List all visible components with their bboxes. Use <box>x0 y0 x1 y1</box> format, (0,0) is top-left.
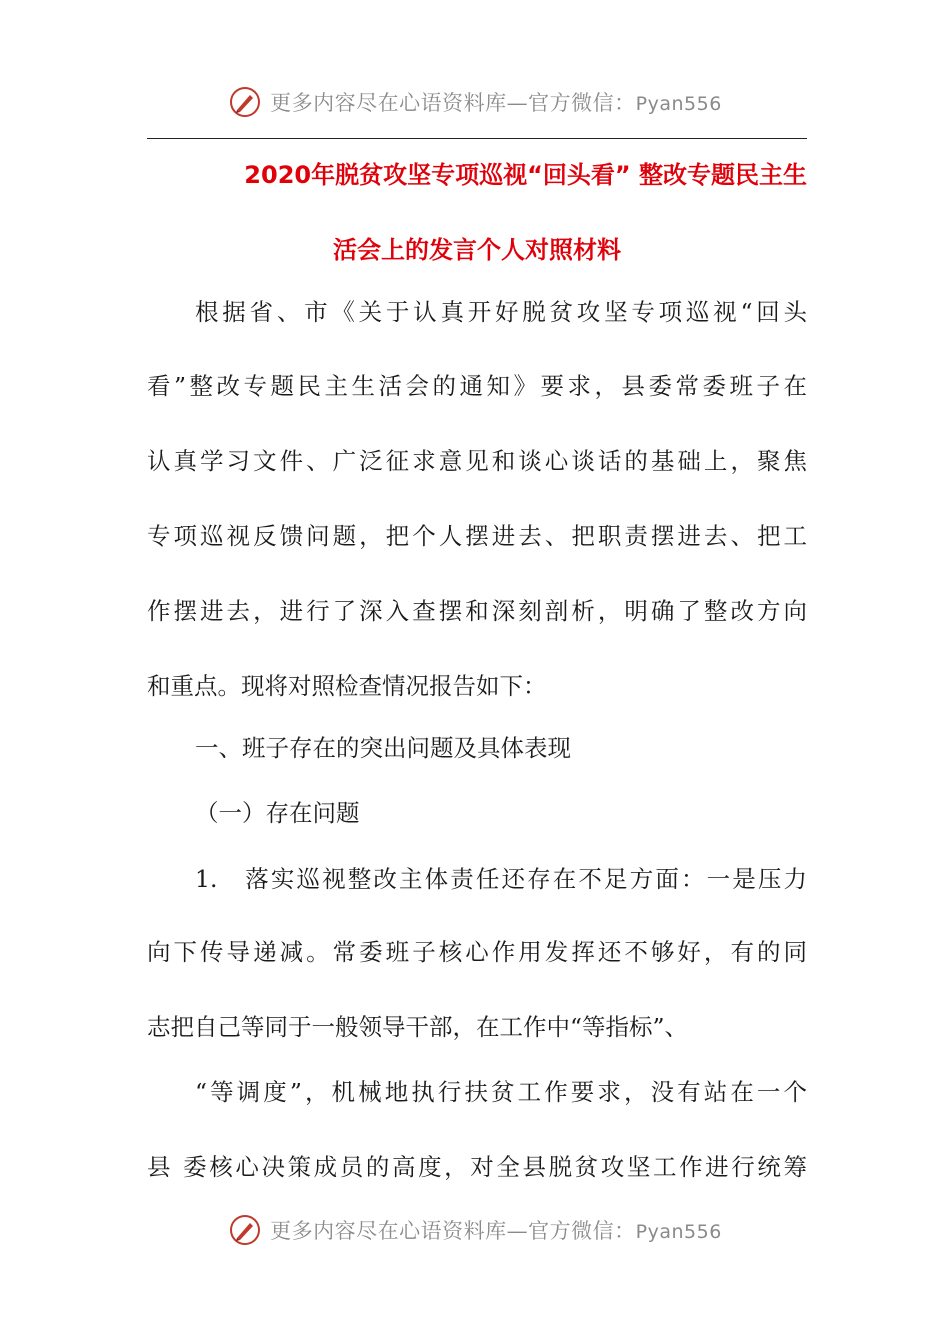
subsection-heading: （一）存在问题 <box>195 799 360 827</box>
footer-banner <box>0 1208 950 1252</box>
body-line-6: 和重点。现将对照检查情况报告如下： <box>147 672 547 700</box>
body-line-5: 作摆进去，进行了深入查摆和深刻剖析，明确了整改方向 <box>147 597 807 625</box>
document-title-line-2: 活会上的发言个人对照材料 <box>333 236 621 264</box>
body-line-12: “等调度”，机械地执行扶贫工作要求，没有站在一个 <box>195 1078 807 1106</box>
wechat-id: Pyan556 <box>635 1221 722 1243</box>
document-title-line-1: 2020年脱贫攻坚专项巡视“回头看” 整改专题民主生 <box>244 161 807 189</box>
banner-text: 更多内容尽在心语资料库—官方微信：Pyan556 <box>270 1219 722 1243</box>
header-banner <box>0 80 950 124</box>
pen-logo-icon <box>228 1213 262 1247</box>
body-line-13: 县 委核心决策成员的高度，对全县脱贫攻坚工作进行统筹 <box>147 1153 807 1181</box>
header-rule <box>147 138 807 139</box>
wechat-id: Pyan556 <box>635 93 722 115</box>
body-line-3: 认真学习文件、广泛征求意见和谈心谈话的基础上，聚焦 <box>147 447 807 475</box>
body-line-10: 向下传导递减。常委班子核心作用发挥还不够好，有的同 <box>147 938 807 966</box>
body-line-11: 志把自己等同于一般领导干部，在工作中“等指标”、 <box>147 1013 689 1041</box>
body-line-9: 1. 落实巡视整改主体责任还存在不足方面：一是压力 <box>195 865 807 893</box>
body-line-1: 根据省、市《关于认真开好脱贫攻坚专项巡视“回头 <box>195 298 807 326</box>
pen-logo-icon <box>228 85 262 119</box>
body-line-4: 专项巡视反馈问题，把个人摆进去、把职责摆进去、把工 <box>147 522 807 550</box>
banner-text: 更多内容尽在心语资料库—官方微信：Pyan556 <box>270 91 722 115</box>
body-line-2: 看”整改专题民主生活会的通知》要求，县委常委班子在 <box>147 372 807 400</box>
section-heading: 一、班子存在的突出问题及具体表现 <box>195 734 571 762</box>
